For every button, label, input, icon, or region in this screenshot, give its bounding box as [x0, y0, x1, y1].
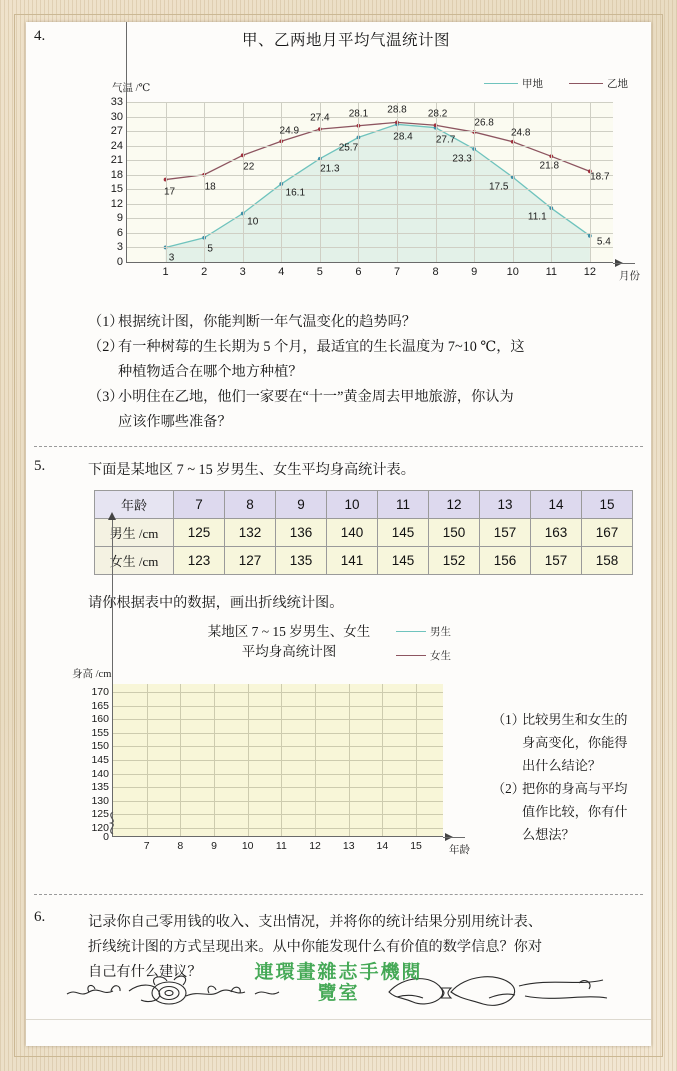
question-line: 有一种树莓的生长期为 5 个月，最适宜的生长温度为 7~10 ℃，这 [118, 339, 525, 355]
chart1-gridline-v [551, 102, 552, 262]
chart1-gridline-h [127, 204, 613, 205]
table-column-header: 15 [582, 491, 633, 519]
chart2-gridline-v [147, 684, 148, 836]
chart2-y-axis [112, 520, 113, 684]
chart1-y-tick: 12 [110, 197, 123, 210]
chart1-x-tick: 3 [239, 266, 246, 278]
table-cell: 125 [174, 519, 225, 547]
chart2-gridline-v [248, 684, 249, 836]
table-column-header: 10 [327, 491, 378, 519]
chart1-x-tick: 9 [471, 266, 478, 278]
exercise-5-lead: 下面是某地区 7 ~ 15 岁男生、女生平均身高统计表。 [88, 462, 415, 478]
chart1-y-tick: 0 [116, 256, 123, 268]
question-item [88, 385, 638, 435]
chart2-x-tick: 7 [143, 840, 150, 852]
chart1-gridline-h [127, 102, 613, 103]
chart1-data-label: 3 [168, 252, 175, 264]
chart1-data-label: 22 [243, 161, 255, 173]
chart2-gridline-v [382, 684, 383, 836]
chart1-data-label: 18 [204, 181, 216, 193]
chart2-y-tick: 130 [91, 794, 109, 807]
chart1-y-tick: 21 [110, 154, 123, 167]
chart1-data-label: 26.8 [474, 117, 494, 129]
chart2-gridline-h [113, 733, 443, 734]
table-column-header: 13 [480, 491, 531, 519]
watermark-line-1: 連環畫雜志手機閱 [254, 962, 423, 983]
chart2-gridline-v [315, 684, 316, 836]
chart2-y-tick: 150 [91, 740, 109, 753]
chart1-x-tick: 11 [545, 266, 557, 278]
chart1-gridline-h [127, 117, 613, 118]
chart1-plot-area [110, 96, 640, 282]
chart1-data-label: 18.7 [590, 171, 610, 183]
chart2-title [184, 622, 394, 662]
chart2-x-tick: 8 [177, 840, 184, 852]
chart-temperature [84, 54, 644, 302]
table-column-header: 11 [378, 491, 429, 519]
chart1-y-tick: 30 [110, 110, 123, 123]
chart1-gridline-v [243, 102, 244, 262]
chart1-data-label: 10 [247, 216, 259, 227]
chart2-y-origin-tick: 0 [103, 831, 109, 843]
chart1-title: 甲、乙两地月平均气温统计图 [241, 32, 450, 49]
chart2-x-tick: 11 [275, 840, 287, 852]
exercise-6-line: 记录你自己零用钱的收入、支出情况，并将你的统计结果分别用统计表、 [88, 914, 543, 930]
chart1-x-tick: 12 [583, 266, 596, 278]
table-cell: 140 [327, 519, 378, 547]
chart2-y-tick: 120 [91, 822, 109, 834]
height-statistics-table [94, 490, 633, 575]
chart1-data-label: 23.3 [452, 153, 472, 165]
table-cell: 145 [378, 547, 429, 575]
chart1-gridline-h [127, 131, 613, 132]
chart1-x-tick: 5 [316, 266, 323, 278]
question-label: （2） [492, 781, 525, 796]
table-column-header: 9 [276, 491, 327, 519]
chart1-x-axis-label: 月份 [619, 271, 640, 282]
chart1-x-tick: 1 [162, 266, 169, 278]
chart1-x-tick: 8 [432, 266, 439, 278]
chart1-x-axis-ext [613, 263, 635, 264]
chart2-gridline-h [113, 828, 443, 829]
chart2-y-axis-label: 身高 /cm [72, 669, 112, 680]
chart2-y-tick: 170 [91, 686, 109, 698]
exercise-5-number: 5. [34, 458, 46, 474]
chart1-data-label: 17 [164, 186, 176, 198]
chart2-gridline-h [113, 814, 443, 815]
exercise-5-questions [492, 708, 651, 846]
chart1-data-label: 11.1 [527, 211, 547, 223]
chart1-gridline-h [127, 247, 613, 248]
question-item [88, 310, 638, 335]
question-line: 么想法？ [522, 827, 575, 842]
chart1-y-tick: 24 [110, 139, 123, 152]
chart1-data-label: 28.2 [427, 108, 448, 120]
chart2-legend-label-girls: 女生 [430, 651, 451, 662]
chart2-y-tick: 135 [91, 781, 109, 794]
chart2-gridline-h [113, 746, 443, 747]
legend-line-boys [396, 631, 426, 632]
exercise-6-line: 折线统计图的方式呈现出来。从中你能发现什么有价值的数学信息？你对 [88, 939, 543, 955]
table-body [95, 519, 633, 575]
chart1-data-label: 25.7 [338, 142, 359, 154]
chart1-gridline-h [127, 175, 613, 176]
legend-line-girls [396, 655, 426, 656]
question-label: （3） [88, 389, 124, 405]
table-cell: 157 [480, 519, 531, 547]
watermark-line-2: 覽室 [317, 983, 360, 1004]
chart2-x-axis-ext [443, 837, 465, 838]
chart1-data-label: 27.4 [310, 112, 330, 124]
exercise-5-draw-instruction: 请你根据表中的数据，画出折线统计图。 [88, 595, 344, 611]
question-text [118, 335, 638, 385]
chart2-y-tick: 160 [91, 713, 109, 726]
chart1-x-tick: 4 [278, 266, 285, 278]
question-label: （1） [492, 712, 525, 727]
table-column-header: 7 [174, 491, 225, 519]
table-row-header: 男生 /cm [95, 519, 174, 547]
watermark-text [26, 962, 651, 1004]
question-line: 身高变化，你能得 [522, 735, 628, 750]
exercise-6-line: 自己有什么建议？ [88, 964, 202, 980]
chart1-y-tick: 15 [110, 183, 123, 196]
chart1-y-axis [126, 22, 127, 102]
question-line: 应该作哪些准备？ [118, 414, 232, 430]
table-header-row [95, 491, 633, 519]
table-cell: 135 [276, 547, 327, 575]
chart1-data-label: 28.8 [387, 104, 407, 116]
table-cell: 123 [174, 547, 225, 575]
chart2-title-line2: 平均身高统计图 [241, 644, 337, 659]
chart2-y-tick: 145 [91, 754, 109, 766]
chart1-gridline-v [397, 102, 398, 262]
chart1-legend [484, 76, 628, 91]
chart1-lines [127, 102, 613, 262]
chart2-gridline-h [113, 787, 443, 788]
question-line: 根据统计图，你能判断一年气温变化的趋势吗？ [118, 314, 416, 330]
chart1-data-label: 27.7 [435, 134, 456, 146]
chart2-legend-item-boys [396, 624, 451, 639]
question-line: 值作比较，你有什 [522, 804, 628, 819]
textbook-page-sheet [26, 22, 651, 1046]
chart1-gridline-v [166, 102, 167, 262]
table-cell: 167 [582, 519, 633, 547]
legend-line-jia [484, 83, 518, 84]
chart1-y-tick: 27 [110, 125, 123, 138]
question-item [88, 335, 638, 385]
question-text [118, 385, 638, 435]
chart1-x-tick: 2 [201, 266, 208, 278]
table-cell: 158 [582, 547, 633, 575]
question-item [492, 777, 651, 846]
question-label: （2） [88, 339, 124, 355]
chart1-legend-item-yi [569, 76, 628, 91]
chart2-y-tick: 155 [91, 726, 109, 739]
chart2-y-tick: 125 [91, 808, 109, 821]
chart1-data-label: 24.8 [510, 127, 531, 139]
chart1-gridline-h [127, 189, 613, 190]
table-row [95, 547, 633, 575]
table-column-header: 8 [225, 491, 276, 519]
table-cell: 132 [225, 519, 276, 547]
chart1-data-label: 16.1 [285, 187, 306, 199]
chart1-data-label: 5.4 [596, 236, 611, 248]
legend-line-yi [569, 83, 603, 84]
chart1-data-label: 17.5 [488, 181, 509, 193]
chart1-gridline-v [513, 102, 514, 262]
question-line: 小明住在乙地，他们一家要在“十一”黄金周去甲地旅游，你认为 [118, 389, 514, 405]
table-row-header: 女生 /cm [95, 547, 174, 575]
chart1-gridline-h [127, 233, 613, 234]
table-corner-header: 年龄 [95, 491, 174, 519]
chart1-y-axis-label: 气温 /℃ [112, 83, 151, 94]
chart1-y-tick: 33 [110, 96, 123, 108]
question-text [118, 310, 638, 335]
chart2-plot-area [91, 684, 470, 856]
table-row [95, 519, 633, 547]
chart2-gridline-h [113, 692, 443, 693]
chart1-legend-label-jia: 甲地 [522, 79, 543, 90]
chart2-x-tick: 15 [410, 840, 422, 852]
chart2-legend [396, 624, 451, 672]
chart-height-blank [66, 622, 486, 882]
question-line: 出什么结论？ [522, 758, 602, 773]
chart1-gridline-v [320, 102, 321, 262]
exercise-6-number: 6. [34, 909, 46, 925]
table-column-header: 12 [429, 491, 480, 519]
chart1-legend-item-jia [484, 76, 543, 91]
chart1-data-label: 5 [207, 243, 213, 255]
chart2-legend-item-girls [396, 648, 451, 663]
question-line: 种植物适合在哪个地方种植？ [118, 364, 303, 380]
chart2-y-arrow [108, 512, 116, 520]
chart2-x-tick: 10 [241, 840, 254, 852]
table-cell: 150 [429, 519, 480, 547]
chart2-title-line1: 某地区 7 ~ 15 岁男生、女生 [207, 624, 371, 639]
table-cell: 163 [531, 519, 582, 547]
question-item [492, 708, 651, 777]
question-label: （1） [88, 314, 124, 330]
question-line: 比较男生和女生的 [522, 712, 628, 727]
chart2-gridline-h [113, 706, 443, 707]
table-cell: 136 [276, 519, 327, 547]
question-text [522, 708, 651, 777]
chart2-gridline-h [113, 801, 443, 802]
table-cell: 145 [378, 519, 429, 547]
chart1-gridline-v [436, 102, 437, 262]
exercise-4-questions [88, 310, 638, 435]
chart1-y-tick: 9 [116, 212, 123, 225]
chart1-data-label: 28.1 [348, 108, 369, 120]
table-column-header: 14 [531, 491, 582, 519]
chart1-x-tick: 6 [355, 266, 362, 278]
chart2-gridline-h [113, 719, 443, 720]
footer-rule [26, 1019, 651, 1020]
chart1-y-tick: 18 [110, 168, 123, 181]
chart2-gridline-v [416, 684, 417, 836]
chart2-gridline-h [113, 760, 443, 761]
chart2-x-tick: 12 [309, 840, 321, 852]
separator-2 [34, 894, 643, 895]
table-cell: 152 [429, 547, 480, 575]
chart1-data-label: 24.9 [279, 125, 300, 137]
chart2-x-axis-label: 年龄 [449, 845, 470, 856]
chart1-legend-label-yi: 乙地 [607, 79, 628, 90]
chart2-gridline-v [214, 684, 215, 836]
chart1-data-label: 21.3 [320, 163, 340, 175]
chart1-gridline-v [358, 102, 359, 262]
chart2-gridline-v [281, 684, 282, 836]
chart2-x-tick: 9 [211, 840, 217, 852]
chart2-gridline-h [113, 774, 443, 775]
page-footer-decoration [26, 954, 651, 1020]
separator-1 [34, 446, 643, 447]
chart2-x-tick: 14 [376, 840, 389, 852]
chart2-x-tick: 13 [342, 840, 355, 852]
exercise-4-number: 4. [34, 28, 46, 44]
table-cell: 141 [327, 547, 378, 575]
chart1-y-tick: 6 [116, 226, 123, 239]
chart1-data-label: 21.8 [539, 160, 560, 172]
chart1-x-tick: 7 [393, 266, 401, 278]
table-cell: 157 [531, 547, 582, 575]
chart2-y-tick: 140 [91, 767, 109, 780]
chart1-gridline-h [127, 146, 613, 147]
chart2-gridline-v [180, 684, 181, 836]
chart2-gridline-v [349, 684, 350, 836]
question-line: 把你的身高与平均 [522, 781, 628, 796]
chart1-x-tick: 10 [506, 266, 519, 278]
question-text [522, 777, 651, 846]
chart1-data-label: 28.4 [393, 131, 413, 143]
chart1-y-tick: 3 [116, 241, 123, 254]
chart2-y-tick: 165 [91, 699, 109, 712]
chart2-legend-label-boys: 男生 [430, 627, 451, 638]
table-cell: 156 [480, 547, 531, 575]
table-cell: 127 [225, 547, 276, 575]
